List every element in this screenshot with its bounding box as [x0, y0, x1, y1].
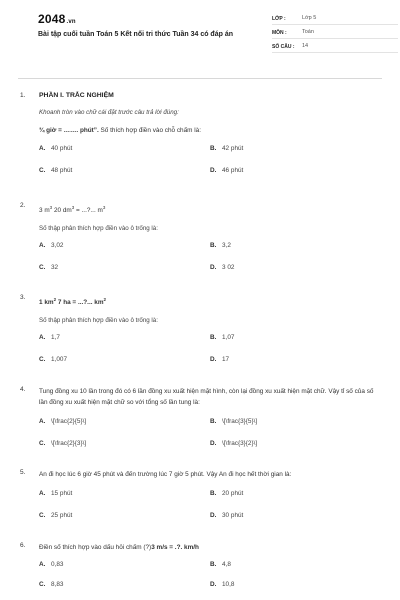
options — [39, 490, 382, 534]
site-logo[interactable]: 2048.vn — [38, 12, 76, 26]
question-instruction: Số thập phân thích hợp điền vào ô trống là: — [39, 317, 158, 324]
option-d[interactable]: D. 10,8 — [210, 581, 235, 588]
question-number: 6. — [20, 542, 26, 549]
options — [39, 145, 382, 189]
option-a[interactable]: A. 3,02 — [39, 242, 64, 250]
meta-label: LỚP : — [272, 15, 286, 22]
question-5 — [20, 469, 382, 534]
option-a[interactable]: A. 1,7 — [39, 334, 60, 342]
meta-label: MÔN : — [272, 29, 287, 36]
option-a[interactable]: A. 0,83 — [39, 561, 64, 568]
option-a[interactable]: A. 15 phút — [39, 490, 73, 497]
question-6 — [20, 542, 382, 595]
question-number: 2. — [20, 202, 26, 209]
options — [39, 242, 382, 286]
header-divider — [18, 78, 382, 79]
question-stem: Tung đồng xu 10 lần trong đó có 6 lần đồng xu xuất hiện mặt hình, còn lại đồng xu xuất hiện mặt chữ. Vậy tỉ số của số lần đồng xu xuất hiện mặt chữ so với tổng số lần tung là: — [39, 388, 374, 406]
option-d[interactable]: D. 30 phút — [210, 512, 244, 519]
options — [39, 561, 382, 595]
section-title: PHẦN I. TRẮC NGHIỆM — [39, 92, 114, 99]
meta-value: Toán — [302, 29, 314, 36]
question-instruction: Số thập phân thích hợp điền vào ô trống là: — [39, 225, 158, 232]
question-2 — [20, 202, 382, 286]
question-stem: Điền số thích hợp vào dấu hỏi chấm (?)3 m/s = .?. km/h — [39, 544, 199, 551]
option-d[interactable]: D. 3 02 — [210, 264, 235, 272]
meta-value: 14 — [302, 43, 309, 50]
question-number: 4. — [20, 386, 26, 393]
option-d[interactable]: D. 46 phút — [210, 166, 244, 174]
options — [39, 418, 382, 462]
option-c[interactable]: C. 25 phút — [39, 512, 73, 519]
question-1 — [20, 92, 382, 189]
meta-row-count — [272, 41, 398, 53]
header — [18, 0, 382, 66]
option-b[interactable]: B. 42 phút — [210, 144, 244, 152]
option-d[interactable]: D. \[\frac{3}{2}\] — [210, 440, 258, 447]
question-stem: ¾ giờ = ……. phút”. Số thích hợp điền vào chỗ chấm là: — [39, 126, 202, 134]
option-a[interactable]: A. \[\frac{2}{5}\] — [39, 418, 87, 425]
section-instruction: Khoanh tròn vào chữ cái đặt trước câu trả lời đúng: — [39, 109, 179, 117]
meta-box — [272, 13, 398, 55]
question-number: 1. — [20, 92, 26, 99]
option-c[interactable]: C. 8,83 — [39, 581, 64, 588]
option-c[interactable]: C. 32 — [39, 264, 59, 272]
meta-label: SỐ CÂU : — [272, 43, 295, 50]
option-a[interactable]: A. 40 phút — [39, 144, 73, 152]
question-stem: 3 $m^3$ 20 $dm^3$ = ...?... $m^3$ — [39, 205, 106, 214]
option-c[interactable]: C. \[\frac{2}{3}\] — [39, 440, 87, 447]
options — [39, 334, 382, 378]
meta-row-class — [272, 13, 398, 25]
question-stem: An đi học lúc 6 giờ 45 phút và đến trường lúc 7 giờ 5 phút. Vậy An đi học hết thời gian là: — [39, 471, 292, 478]
option-b[interactable]: B. \[\frac{3}{5}\] — [210, 418, 258, 425]
option-b[interactable]: B. 1,07 — [210, 334, 235, 342]
option-b[interactable]: B. 3,2 — [210, 242, 231, 250]
meta-value: Lớp 5 — [302, 15, 317, 22]
question-3 — [20, 294, 382, 378]
option-c[interactable]: C. 48 phút — [39, 166, 73, 174]
option-b[interactable]: B. 20 phút — [210, 490, 244, 497]
document-title: Bài tập cuối tuần Toán 5 Kết nối tri thức Tuần 34 có đáp án — [38, 31, 233, 38]
question-stem: 1 $km^2$ 7 ha = ...?... $km^2$ — [39, 297, 107, 306]
option-b[interactable]: B. 4,8 — [210, 561, 231, 568]
option-d[interactable]: D. 17 — [210, 356, 230, 364]
question-number: 3. — [20, 294, 26, 301]
question-4 — [20, 386, 382, 462]
question-number: 5. — [20, 469, 26, 476]
meta-row-subject — [272, 27, 398, 39]
option-c[interactable]: C. 1,007 — [39, 356, 67, 364]
